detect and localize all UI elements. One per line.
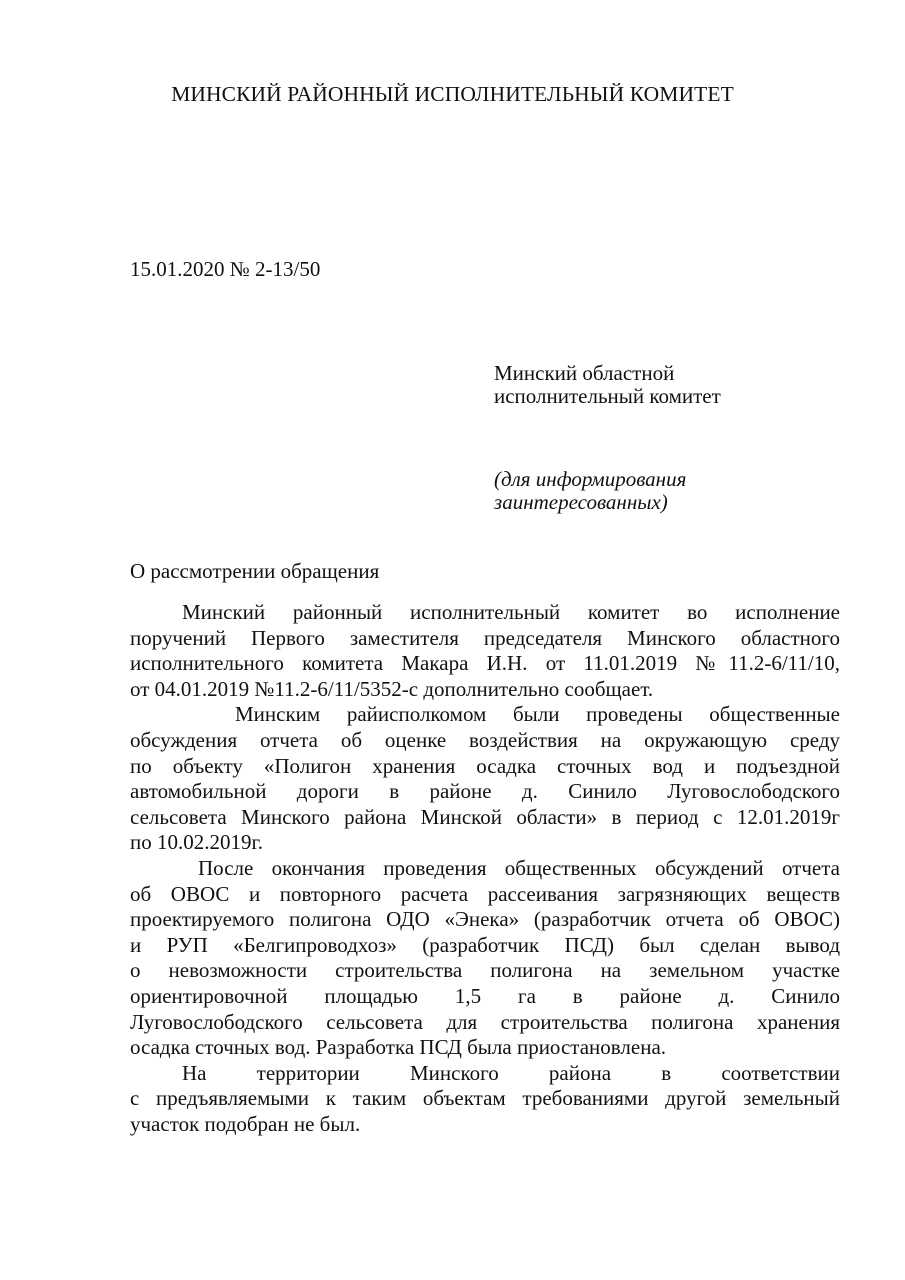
text-line: с предъявляемыми к таким объектам требованиями другой земельный	[130, 1086, 840, 1111]
text-line: от 04.01.2019 №11.2-6/11/5352-с дополнительно сообщает.	[130, 676, 654, 701]
text-line: о невозможности строительства полигона на земельном участке	[130, 958, 840, 983]
addressee-line: Минский областной	[494, 361, 675, 385]
paragraph-3	[130, 856, 840, 1061]
text-line: Минский районный исполнительный комитет во исполнение	[182, 600, 840, 624]
text-line: участок подобран не был.	[130, 1111, 361, 1136]
text-line: об ОВОС и повторного расчета рассеивания загрязняющих веществ	[130, 881, 840, 906]
text-line: автомобильной дороги в районе д. Синило Луговослободского	[130, 779, 840, 804]
document-subject: О рассмотрении обращения	[130, 559, 380, 583]
addressee-block	[494, 362, 721, 408]
organization-header: МИНСКИЙ РАЙОННЫЙ ИСПОЛНИТЕЛЬНЫЙ КОМИТЕТ	[171, 82, 734, 106]
text-line: исполнительного комитета Макара И.Н. от 11.01.2019 №11.2-6/11/10,	[130, 651, 840, 676]
paragraph-4	[130, 1061, 840, 1138]
text-line: проектируемого полигона ОДО «Энека» (разработчик отчета об ОВОС)	[130, 907, 840, 932]
text-line: и РУП «Белгипроводхоз» (разработчик ПСД) был сделан вывод	[130, 932, 840, 957]
document-reference-number: 15.01.2020 № 2-13/50	[130, 257, 321, 281]
paragraph-2	[130, 702, 840, 856]
text-line: осадка сточных вод. Разработка ПСД была приостановлена.	[130, 1035, 667, 1060]
text-line: сельсовета Минского района Минской области» в период с 12.01.2019г	[130, 804, 840, 829]
note-line: (для информирования	[494, 467, 687, 491]
text-line: обсуждения отчета об оценке воздействия на окружающую среду	[130, 727, 840, 752]
text-line: ориентировочной площадью 1,5 га в районе д. Синило	[130, 983, 840, 1008]
text-line: по 10.02.2019г.	[130, 830, 263, 855]
addressee-line: исполнительный комитет	[494, 384, 721, 408]
distribution-note	[494, 468, 686, 514]
document-body	[130, 600, 840, 1137]
text-line: Минским райисполкомом были проведены общественные	[235, 702, 840, 727]
text-line: поручений Первого заместителя председателя Минского областного	[130, 625, 840, 650]
note-line: заинтересованных)	[494, 490, 668, 514]
text-line: После окончания проведения общественных обсуждений отчета	[198, 855, 840, 880]
text-line: по объекту «Полигон хранения осадка сточных вод и подъездной	[130, 753, 840, 778]
text-line: На территории Минского района в соответствии	[182, 1060, 840, 1085]
text-line: Луговослободского сельсовета для строительства полигона хранения	[130, 1009, 840, 1034]
paragraph-1	[130, 600, 840, 702]
